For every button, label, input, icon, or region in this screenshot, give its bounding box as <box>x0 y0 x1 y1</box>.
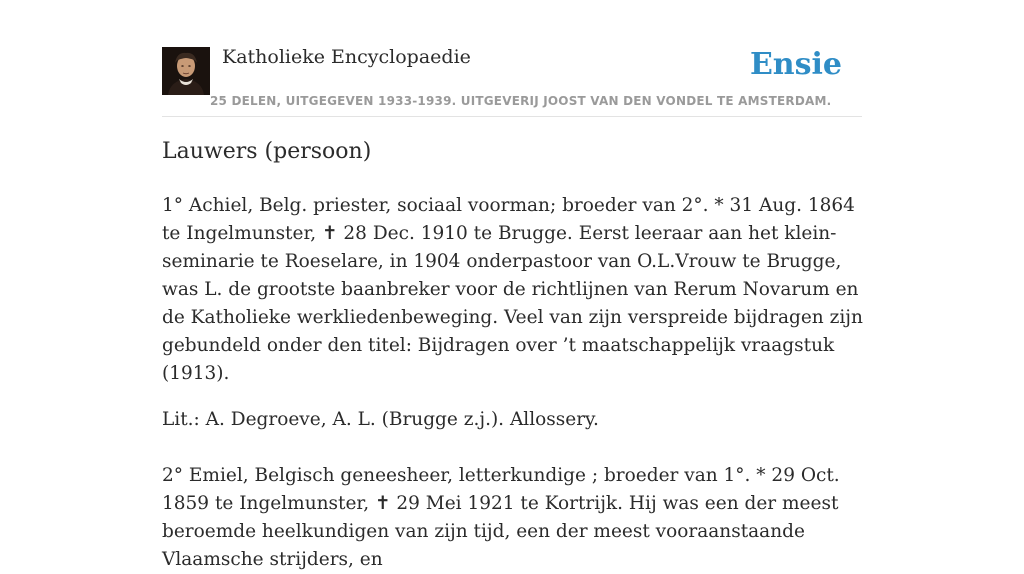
article-paragraph: 1° Achiel, Belg. priester, sociaal voorman; broeder van 2°. * 31 Aug. 1864 te Ingelmunster, ✝ 28 Dec. 1910 te Brugge. Eerst leeraar aan het klein-seminarie te Roeselare, in 1904 onderpastoor van O.L.Vrouw te Brugge, was L. de grootste baanbreker voor de richtlijnen van Rerum Novarum en de Katholieke werkliedenbeweging. Veel van zijn verspreide bijdragen zijn gebundeld onder den titel: Bijdragen over ’t maatschappelijk vraagstuk (1913). <box>162 195 863 384</box>
article-paragraph: 2° Emiel, Belgisch geneesheer, letterkundige ; broeder van 1°. * 29 Oct. 1859 te Ingelmunster, ✝ 29 Mei 1921 te Kortrijk. Hij was een der meest beroemde heelkundigen van zijn tijd, een der meest vooraanstaande Vlaamsche strijders, en <box>162 465 840 570</box>
article-body <box>162 192 866 574</box>
article-title: Lauwers (persoon) <box>162 139 372 164</box>
portrait-avatar-icon[interactable] <box>162 47 210 95</box>
article-paragraph: Lit.: A. Degroeve, A. L. (Brugge z.j.). Allossery. <box>162 409 599 430</box>
source-subtitle: 25 DELEN, UITGEGEVEN 1933-1939. UITGEVERIJ JOOST VAN DEN VONDEL TE AMSTERDAM. <box>210 94 832 108</box>
page-container <box>162 0 863 570</box>
source-header <box>162 0 862 117</box>
ensie-logo-link[interactable]: Ensie <box>749 47 842 82</box>
source-title[interactable]: Katholieke Encyclopaedie <box>222 46 471 68</box>
